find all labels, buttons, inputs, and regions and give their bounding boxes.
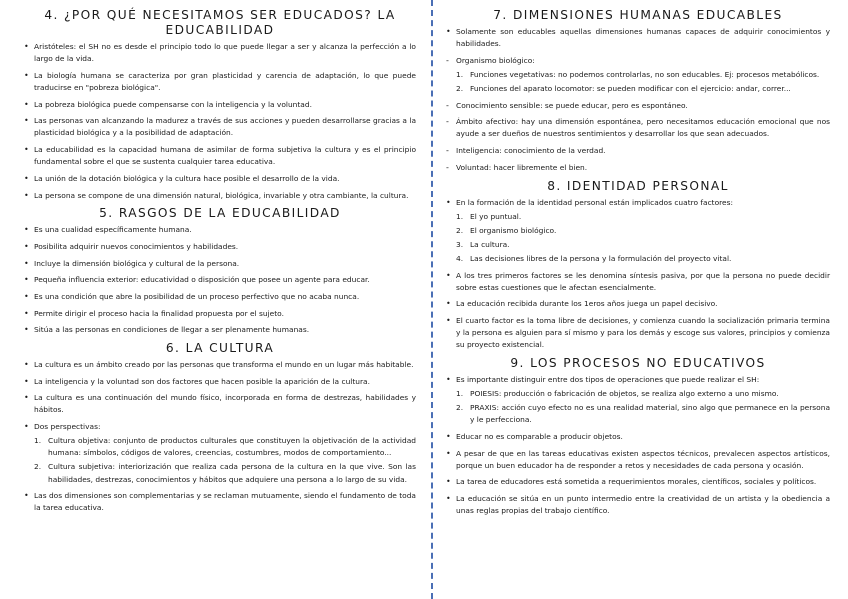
- section-9-list: [446, 374, 830, 517]
- factors-label: En la formación de la identidad personal están implicados cuatro factores:: [456, 197, 733, 207]
- list-item: [456, 374, 830, 426]
- list-item: • La tarea de educadores está sometida a requerimientos morales, científicos, sociales y políticos.: [456, 476, 830, 488]
- list-item: [34, 421, 416, 485]
- perspectives-sublist: [34, 435, 416, 485]
- list-item: • Solamente son educables aquellas dimensiones humanas capaces de adquirir conocimientos y habilidades.: [456, 26, 830, 50]
- list-item: • Aristóteles: el SH no es desde el principio todo lo que puede llegar a ser y alcanza la perfección a lo largo de la vida.: [34, 41, 416, 65]
- list-item: - Conocimiento sensible: se puede educar, pero es espontáneo.: [456, 100, 830, 112]
- list-item: • Pequeña influencia exterior: educatividad o disposición que posee un agente para educar.: [34, 274, 416, 286]
- operations-sublist: [456, 388, 830, 426]
- sub-item: 2. El organismo biológico.: [470, 225, 830, 237]
- list-item: • Permite dirigir el proceso hacia la finalidad propuesta por el sujeto.: [34, 308, 416, 320]
- organism-label: Organismo biológico:: [456, 55, 535, 65]
- list-item: • Es una cualidad específicamente humana.: [34, 224, 416, 236]
- sub-item: 1. POIESIS: producción o fabricación de objetos, se realiza algo externo a uno mismo.: [470, 388, 830, 400]
- list-item: • Es una condición que abre la posibilidad de un proceso perfectivo que no acaba nunca.: [34, 291, 416, 303]
- list-item: - Ámbito afectivo: hay una dimensión espontánea, pero necesitamos educación emocional que nos ayude a ser dueños de nuestros sentimientos y desarrollar los que sean adecuados.: [456, 116, 830, 140]
- sub-item: 2. Cultura subjetiva: interiorización que realiza cada persona de la cultura en la que vive. Son las habilidades, destrezas, conocimientos y hábitos que adquiere una persona a lo largo de su vida.: [48, 461, 416, 485]
- column-divider: [431, 0, 433, 599]
- list-item: • La educabilidad es la capacidad humana de asimilar de forma subjetiva la cultura y es el principio fundamental sobre el que se sustenta cualquier tarea educativa.: [34, 144, 416, 168]
- factors-sublist: [456, 211, 830, 265]
- section-9-title: 9. LOS PROCESOS NO EDUCATIVOS: [510, 355, 766, 370]
- list-item: • La inteligencia y la voluntad son dos factores que hacen posible la aparición de la cultura.: [34, 376, 416, 388]
- sub-item: 1. Funciones vegetativas: no podemos controlarlas, no son educables. Ej: procesos metabólicos.: [470, 69, 830, 81]
- list-item: [456, 55, 830, 95]
- section-5-title: 5. RASGOS DE LA EDUCABILIDAD: [99, 206, 341, 221]
- section-7-title: 7. DIMENSIONES HUMANAS EDUCABLES: [493, 8, 783, 22]
- section-4-list: [24, 41, 416, 202]
- sub-item: 3. La cultura.: [470, 239, 830, 251]
- list-item: • Las dos dimensiones son complementarias y se reclaman mutuamente, siendo el fundamento de toda la tarea educativa.: [34, 490, 416, 514]
- sub-item: 1. El yo puntual.: [470, 211, 830, 223]
- section-7-list: [446, 26, 830, 174]
- section-4-title: 4. ¿POR QUÉ NECESITAMOS SER EDUCADOS? LA EDUCABILIDAD: [44, 8, 396, 37]
- perspectives-label: Dos perspectivas:: [34, 422, 101, 432]
- list-item: • La educación recibida durante los 1eros años juega un papel decisivo.: [456, 298, 830, 310]
- organism-sublist: [456, 69, 830, 95]
- list-item: - Inteligencia: conocimiento de la verdad.: [456, 145, 830, 157]
- section-5-list: [24, 224, 416, 336]
- list-item: • Educar no es comparable a producir objetos.: [456, 431, 830, 443]
- list-item: • Sitúa a las personas en condiciones de llegar a ser plenamente humanas.: [34, 324, 416, 336]
- section-8-list: [446, 197, 830, 352]
- list-item: • La pobreza biológica puede compensarse con la inteligencia y la voluntad.: [34, 99, 416, 111]
- right-column: [446, 4, 830, 522]
- list-item: • La persona se compone de una dimensión natural, biológica, invariable y otra cambiante, la cultura.: [34, 190, 416, 202]
- list-item: • A los tres primeros factores se les denomina síntesis pasiva, por que la persona no puede decidir sobre estas cuestiones que le afectan esencialmente.: [456, 270, 830, 294]
- list-item: • A pesar de que en las tareas educativas existen aspectos técnicos, prevalecen aspectos artísticos, porque un buen educador ha de responder a retos y necesidades de cada persona y ocasión.: [456, 448, 830, 472]
- left-column: [24, 4, 416, 519]
- list-item: • La educación se sitúa en un punto intermedio entre la creatividad de un artista y la obediencia a unas reglas propias del trabajo científico.: [456, 493, 830, 517]
- list-item: • Posibilita adquirir nuevos conocimientos y habilidades.: [34, 241, 416, 253]
- section-8-title: 8. IDENTIDAD PERSONAL: [547, 178, 729, 193]
- section-6-title: 6. LA CULTURA: [165, 341, 275, 355]
- list-item: [456, 197, 830, 265]
- list-item: - Voluntad: hacer libremente el bien.: [456, 162, 830, 174]
- sub-item: 2. PRAXIS: acción cuyo efecto no es una realidad material, sino algo que permanece en la persona y le perfecciona.: [470, 402, 830, 426]
- sub-item: 1. Cultura objetiva: conjunto de productos culturales que constituyen la objetivación de la actividad humana: símbolos, códigos de valores, creencias, costumbres, modos de comportamiento...: [48, 435, 416, 459]
- sub-item: 2. Funciones del aparato locomotor: se pueden modificar con el ejercicio: andar, correr...: [470, 83, 830, 95]
- list-item: • La unión de la dotación biológica y la cultura hace posible el desarrollo de la vida.: [34, 173, 416, 185]
- list-item: • El cuarto factor es la toma libre de decisiones, y comienza cuando la socialización primaria termina y la persona es alguien para sí mismo y para los demás y escoge sus valores, principios y comienza su proyecto existencial.: [456, 315, 830, 351]
- sub-item: 4. Las decisiones libres de la persona y la formulación del proyecto vital.: [470, 253, 830, 265]
- list-item: • La cultura es un ámbito creado por las personas que transforma el mundo en un lugar más habitable.: [34, 359, 416, 371]
- list-item: • Incluye la dimensión biológica y cultural de la persona.: [34, 258, 416, 270]
- list-item: • Las personas van alcanzando la madurez a través de sus acciones y pueden desarrollarse gracias a la plasticidad biológica y a la posibilidad de adaptación.: [34, 115, 416, 139]
- list-item: • La cultura es una continuación del mundo físico, incorporada en forma de destrezas, habilidades y hábitos.: [34, 392, 416, 416]
- operations-label: Es importante distinguir entre dos tipos de operaciones que puede realizar el SH:: [456, 374, 760, 384]
- list-item: • La biología humana se caracteriza por gran plasticidad y carencia de adaptación, lo que puede traducirse en "pobreza biológica".: [34, 70, 416, 94]
- section-6-list: [24, 359, 416, 514]
